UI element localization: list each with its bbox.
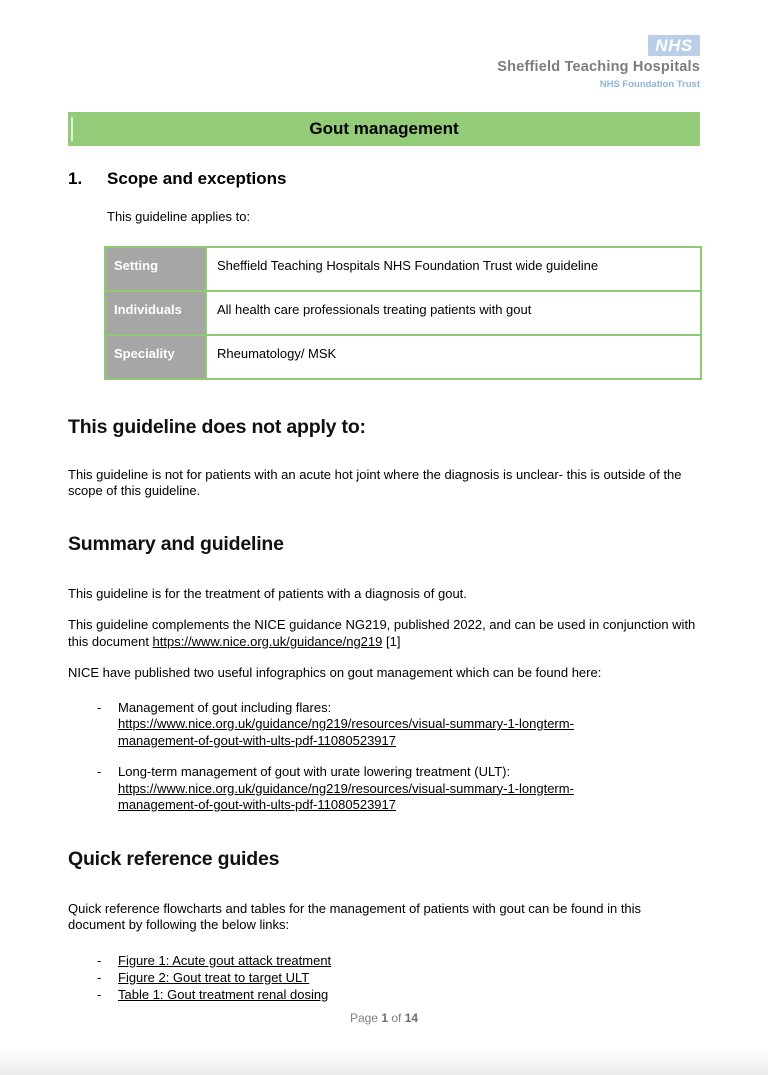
footer-separator: of <box>391 1011 402 1025</box>
document-title-banner <box>68 112 700 146</box>
bullet-dash: - <box>97 969 102 985</box>
quick-reference-links <box>97 952 700 1003</box>
org-subtitle: NHS Foundation Trust <box>599 78 700 90</box>
list-item <box>97 764 700 814</box>
org-header <box>68 0 700 93</box>
bullet-dash: - <box>97 764 102 779</box>
page-footer <box>0 1010 768 1027</box>
row-value-speciality: Rheumatology/ MSK <box>206 335 701 379</box>
paragraph-text: This guideline complements the NICE guidance NG219, published 2022, and can be used in conjunction with this document <box>68 617 696 649</box>
bullet-dash: - <box>97 699 102 715</box>
scope-table <box>104 246 702 380</box>
link-figure-2[interactable]: Figure 2: Gout treat to target ULT <box>118 969 310 985</box>
page-edge-shadow <box>0 1047 768 1075</box>
row-value-individuals: All health care professionals treating patients with gout <box>206 291 701 335</box>
table-row <box>105 335 701 379</box>
link-table-1[interactable]: Table 1: Gout treatment renal dosing <box>118 986 329 1002</box>
bullet-label: Long-term management of gout with urate lowering treatment (ULT): <box>118 764 511 779</box>
section-heading-text: Scope and exceptions <box>107 169 287 188</box>
list-item <box>97 700 700 750</box>
quick-reference-intro: Quick reference flowcharts and tables for the management of patients with gout can be found in this document by following the below links: <box>68 900 642 932</box>
list-item <box>97 952 700 969</box>
heading-quick-reference: Quick reference guides <box>68 847 280 870</box>
bullet-label: Management of gout including flares: <box>118 699 332 715</box>
table-row <box>105 247 701 291</box>
total-page-count: 14 <box>404 1011 419 1025</box>
heading-not-apply: This guideline does not apply to: <box>68 415 366 438</box>
document-title: Gout management <box>309 118 459 138</box>
row-label-speciality: Speciality <box>105 335 206 379</box>
list-item <box>97 969 700 986</box>
nice-guidance-link[interactable]: https://www.nice.org.uk/guidance/ng219 <box>152 633 383 649</box>
not-apply-paragraph: This guideline is not for patients with an acute hot joint where the diagnosis is unclear- this is outside of the scope of this guideline. <box>68 466 682 498</box>
citation-marker: [1] <box>382 633 401 649</box>
row-label-setting: Setting <box>105 247 206 291</box>
text-cursor <box>71 117 73 141</box>
footer-label: Page <box>349 1011 378 1025</box>
section-heading-scope <box>68 169 700 189</box>
infographic-link-flares-continued[interactable]: management-of-gout-with-ults-pdf-11080523917 <box>118 732 396 748</box>
summary-paragraph-2 <box>68 617 700 650</box>
section-number: 1. <box>68 169 83 188</box>
summary-paragraph-1: This guideline is for the treatment of patients with a diagnosis of gout. <box>68 585 467 601</box>
bullet-dash: - <box>97 986 102 1002</box>
row-label-individuals: Individuals <box>105 291 206 335</box>
current-page-number: 1 <box>381 1011 388 1025</box>
link-figure-1[interactable]: Figure 1: Acute gout attack treatment <box>118 952 332 968</box>
infographic-link-ult-continued[interactable]: management-of-gout-with-ults-pdf-11080523917 <box>118 797 396 812</box>
bullet-dash: - <box>97 952 102 968</box>
applies-to-line: This guideline applies to: <box>107 209 251 224</box>
table-row <box>105 291 701 335</box>
infographic-link-flares[interactable]: https://www.nice.org.uk/guidance/ng219/resources/visual-summary-1-longterm- <box>118 716 574 731</box>
row-value-setting: Sheffield Teaching Hospitals NHS Foundation Trust wide guideline <box>206 247 701 291</box>
list-item <box>97 986 700 1003</box>
nhs-logo-icon: NHS <box>648 35 700 56</box>
summary-paragraph-3: NICE have published two useful infographics on gout management which can be found here: <box>68 665 602 680</box>
bullet-content <box>118 700 700 750</box>
org-name: Sheffield Teaching Hospitals <box>497 59 700 75</box>
infographic-link-ult[interactable]: https://www.nice.org.uk/guidance/ng219/resources/visual-summary-1-longterm- <box>118 780 574 796</box>
bullet-content <box>118 764 700 814</box>
heading-summary: Summary and guideline <box>68 532 284 555</box>
